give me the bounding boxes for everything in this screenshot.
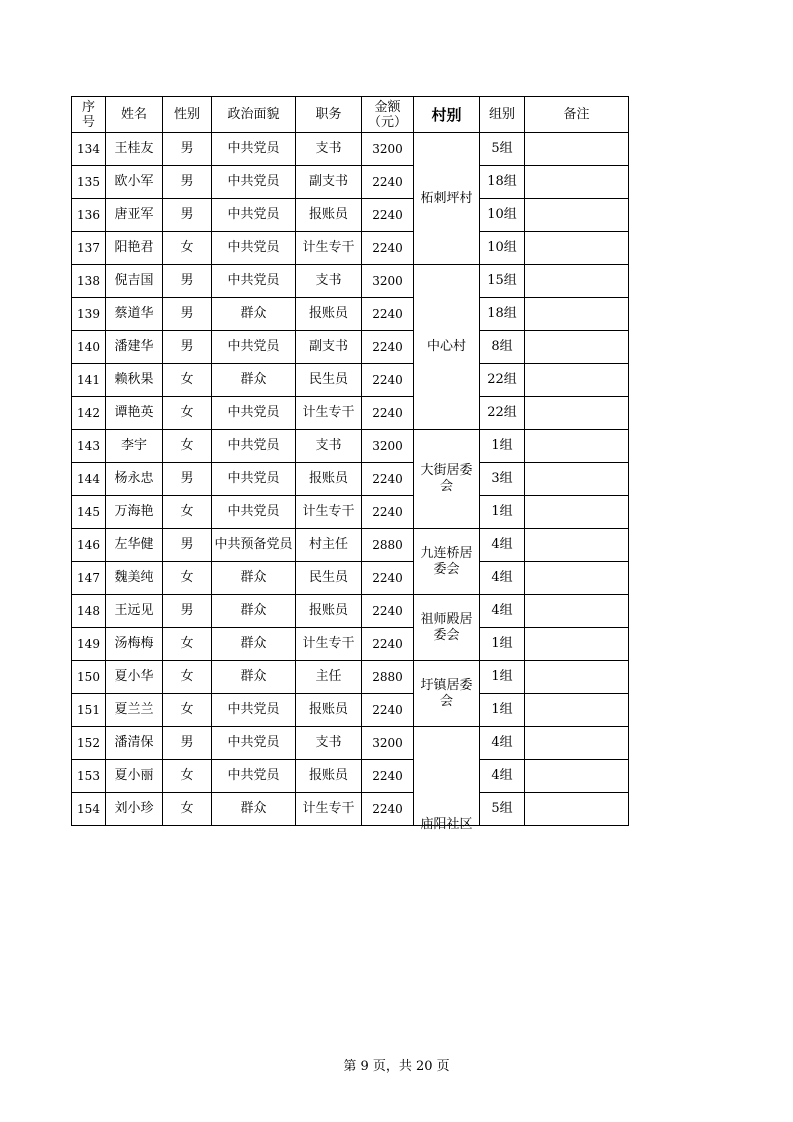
village-label: 中心村 (426, 339, 466, 354)
cell-remarks (525, 232, 629, 265)
table-row (72, 529, 629, 562)
village-label: 圩镇居委会 (420, 677, 473, 709)
cell-name: 夏小丽 (106, 760, 163, 793)
cell-name: 潘清保 (106, 727, 163, 760)
cell-remarks (525, 265, 629, 298)
cell-remarks (525, 496, 629, 529)
cell-remarks (525, 562, 629, 595)
cell-group: 18组 (480, 166, 525, 199)
cell-seq: 150 (72, 661, 106, 694)
cell-group: 3组 (480, 463, 525, 496)
table-row (72, 199, 629, 232)
cell-gender: 男 (163, 166, 212, 199)
header-position: 职务 (296, 97, 362, 133)
cell-political: 中共党员 (212, 232, 296, 265)
table-row (72, 430, 629, 463)
cell-position: 报账员 (296, 298, 362, 331)
cell-group: 4组 (480, 562, 525, 595)
cell-amount: 2240 (362, 694, 414, 727)
cell-seq: 137 (72, 232, 106, 265)
cell-position: 副支书 (296, 166, 362, 199)
cell-village (414, 661, 480, 727)
header-amount: 金额（元） (362, 97, 414, 133)
cell-amount: 2240 (362, 628, 414, 661)
cell-name: 倪吉国 (106, 265, 163, 298)
cell-name: 汤梅梅 (106, 628, 163, 661)
cell-name: 欧小军 (106, 166, 163, 199)
cell-village (414, 529, 480, 595)
cell-remarks (525, 727, 629, 760)
cell-seq: 134 (72, 133, 106, 166)
cell-group: 4组 (480, 727, 525, 760)
cell-seq: 149 (72, 628, 106, 661)
cell-amount: 2240 (362, 298, 414, 331)
cell-name: 夏兰兰 (106, 694, 163, 727)
cell-seq: 151 (72, 694, 106, 727)
cell-political: 中共党员 (212, 694, 296, 727)
cell-position: 民生员 (296, 364, 362, 397)
cell-position: 支书 (296, 265, 362, 298)
cell-remarks (525, 595, 629, 628)
cell-position: 支书 (296, 133, 362, 166)
cell-group: 18组 (480, 298, 525, 331)
cell-group: 22组 (480, 397, 525, 430)
cell-amount: 2880 (362, 529, 414, 562)
cell-seq: 139 (72, 298, 106, 331)
cell-seq: 141 (72, 364, 106, 397)
cell-political: 中共党员 (212, 133, 296, 166)
cell-political: 群众 (212, 364, 296, 397)
cell-village (414, 430, 480, 529)
cell-seq: 152 (72, 727, 106, 760)
cell-remarks (525, 793, 629, 826)
cell-position: 计生专干 (296, 232, 362, 265)
table-row (72, 298, 629, 331)
cell-seq: 143 (72, 430, 106, 463)
cell-gender: 女 (163, 496, 212, 529)
cell-remarks (525, 529, 629, 562)
cell-position: 民生员 (296, 562, 362, 595)
cell-amount: 2240 (362, 562, 414, 595)
table-body (72, 133, 629, 832)
cell-village (414, 133, 480, 265)
cell-political: 中共党员 (212, 265, 296, 298)
cell-seq: 146 (72, 529, 106, 562)
cell-remarks (525, 397, 629, 430)
cell-position: 计生专干 (296, 397, 362, 430)
cell-group: 15组 (480, 265, 525, 298)
table-row (72, 133, 629, 166)
cell-name: 潘建华 (106, 331, 163, 364)
cell-gender: 女 (163, 430, 212, 463)
cell-remarks (525, 694, 629, 727)
cell-gender: 男 (163, 529, 212, 562)
cell-seq: 154 (72, 793, 106, 826)
cell-gender: 男 (163, 595, 212, 628)
cell-name: 赖秋果 (106, 364, 163, 397)
cell-position: 村主任 (296, 529, 362, 562)
cell-group: 1组 (480, 628, 525, 661)
table-row (72, 166, 629, 199)
cell-political: 群众 (212, 595, 296, 628)
cell-gender: 男 (163, 331, 212, 364)
cell-village (414, 595, 480, 661)
cell-gender: 女 (163, 661, 212, 694)
cell-seq: 135 (72, 166, 106, 199)
cell-gender: 女 (163, 760, 212, 793)
cell-position: 主任 (296, 661, 362, 694)
cell-group: 5组 (480, 133, 525, 166)
cell-political: 中共党员 (212, 727, 296, 760)
table-row (72, 496, 629, 529)
cell-group: 10组 (480, 199, 525, 232)
village-label: 大街居委会 (420, 463, 473, 494)
header-seq: 序号 (72, 97, 106, 133)
cell-position: 计生专干 (296, 628, 362, 661)
cell-gender: 男 (163, 265, 212, 298)
cell-seq: 136 (72, 199, 106, 232)
cell-name: 魏美纯 (106, 562, 163, 595)
cell-political: 群众 (212, 298, 296, 331)
header-group: 组别 (480, 97, 525, 133)
cell-name: 阳艳君 (106, 232, 163, 265)
cell-name: 谭艳英 (106, 397, 163, 430)
header-name: 姓名 (106, 97, 163, 133)
cell-political: 群众 (212, 628, 296, 661)
cell-political: 中共党员 (212, 760, 296, 793)
cell-seq: 138 (72, 265, 106, 298)
cell-name: 左华健 (106, 529, 163, 562)
cell-seq: 148 (72, 595, 106, 628)
village-label: 柘刺坪村 (420, 190, 473, 206)
header-political: 政治面貌 (212, 97, 296, 133)
cell-position: 报账员 (296, 595, 362, 628)
cell-group: 4组 (480, 760, 525, 793)
cell-amount: 2240 (362, 760, 414, 793)
header-gender: 性别 (163, 97, 212, 133)
table-row (72, 595, 629, 628)
cell-position: 报账员 (296, 760, 362, 793)
cell-position: 计生专干 (296, 496, 362, 529)
cell-amount: 2240 (362, 364, 414, 397)
cell-group: 4组 (480, 595, 525, 628)
cell-seq: 153 (72, 760, 106, 793)
cell-remarks (525, 430, 629, 463)
cell-group: 1组 (480, 694, 525, 727)
table-row (72, 331, 629, 364)
cell-name: 王远见 (106, 595, 163, 628)
cell-amount: 2240 (362, 199, 414, 232)
table-row (72, 265, 629, 298)
cell-remarks (525, 760, 629, 793)
cell-group: 1组 (480, 661, 525, 694)
cell-gender: 女 (163, 364, 212, 397)
cell-amount: 2240 (362, 496, 414, 529)
cell-name: 刘小珍 (106, 793, 163, 826)
cell-position: 报账员 (296, 694, 362, 727)
cell-gender: 男 (163, 727, 212, 760)
village-label: 九连桥居委会 (420, 545, 473, 577)
cell-seq: 147 (72, 562, 106, 595)
table-row (72, 364, 629, 397)
cell-amount: 2240 (362, 595, 414, 628)
cell-name: 杨永忠 (106, 463, 163, 496)
table-header-row (72, 97, 629, 133)
cell-group: 10组 (480, 232, 525, 265)
cell-name: 万海艳 (106, 496, 163, 529)
cell-amount: 2240 (362, 463, 414, 496)
cell-amount: 3200 (362, 133, 414, 166)
cell-remarks (525, 199, 629, 232)
cell-group: 5组 (480, 793, 525, 826)
cell-remarks (525, 166, 629, 199)
cell-gender: 男 (163, 199, 212, 232)
cell-gender: 男 (163, 463, 212, 496)
cell-political: 中共预备党员 (212, 529, 296, 562)
cell-gender: 女 (163, 793, 212, 826)
cell-position: 支书 (296, 430, 362, 463)
cell-name: 王桂友 (106, 133, 163, 166)
cell-remarks (525, 331, 629, 364)
cell-political: 群众 (212, 793, 296, 826)
cell-political: 中共党员 (212, 331, 296, 364)
table-row (72, 661, 629, 694)
table-row (72, 793, 629, 826)
cell-remarks (525, 298, 629, 331)
cell-position: 支书 (296, 727, 362, 760)
table-row (72, 232, 629, 265)
cell-gender: 女 (163, 562, 212, 595)
cell-seq: 140 (72, 331, 106, 364)
cell-gender: 男 (163, 298, 212, 331)
cell-gender: 女 (163, 694, 212, 727)
cell-remarks (525, 364, 629, 397)
cell-political: 群众 (212, 562, 296, 595)
cell-remarks (525, 463, 629, 496)
table-row (72, 463, 629, 496)
header-village: 村别 (414, 97, 480, 133)
header-remarks: 备注 (525, 97, 629, 133)
cell-gender: 男 (163, 133, 212, 166)
table-row (72, 727, 629, 760)
cell-seq: 145 (72, 496, 106, 529)
roster-table (71, 96, 629, 832)
cell-amount: 2880 (362, 661, 414, 694)
cell-amount: 2240 (362, 232, 414, 265)
cell-amount: 2240 (362, 166, 414, 199)
table-row (72, 694, 629, 727)
cell-position: 报账员 (296, 199, 362, 232)
cell-village (414, 727, 480, 832)
cell-group: 1组 (480, 430, 525, 463)
cell-amount: 3200 (362, 727, 414, 760)
cell-amount: 2240 (362, 397, 414, 430)
cell-village (414, 265, 480, 430)
cell-remarks (525, 133, 629, 166)
cell-group: 22组 (480, 364, 525, 397)
cell-political: 中共党员 (212, 199, 296, 232)
village-label: 祖师殿居委会 (420, 611, 473, 643)
cell-name: 唐亚军 (106, 199, 163, 232)
cell-group: 8组 (480, 331, 525, 364)
table-row (72, 397, 629, 430)
cell-political: 中共党员 (212, 463, 296, 496)
cell-amount: 2240 (362, 331, 414, 364)
cell-seq: 144 (72, 463, 106, 496)
cell-name: 李宇 (106, 430, 163, 463)
cell-amount: 3200 (362, 265, 414, 298)
cell-gender: 女 (163, 397, 212, 430)
cell-gender: 女 (163, 232, 212, 265)
table-row (72, 628, 629, 661)
cell-remarks (525, 661, 629, 694)
cell-political: 中共党员 (212, 166, 296, 199)
cell-political: 中共党员 (212, 496, 296, 529)
cell-remarks (525, 628, 629, 661)
cell-political: 中共党员 (212, 397, 296, 430)
cell-seq: 142 (72, 397, 106, 430)
village-label: 庙阳社区 (420, 817, 473, 832)
cell-position: 报账员 (296, 463, 362, 496)
cell-position: 副支书 (296, 331, 362, 364)
cell-name: 夏小华 (106, 661, 163, 694)
cell-position: 计生专干 (296, 793, 362, 826)
table-row (72, 760, 629, 793)
cell-group: 1组 (480, 496, 525, 529)
cell-amount: 3200 (362, 430, 414, 463)
page-footer: 第 9 页，共 20 页 (343, 1059, 450, 1074)
table-row (72, 562, 629, 595)
cell-political: 中共党员 (212, 430, 296, 463)
cell-amount: 2240 (362, 793, 414, 826)
cell-name: 蔡道华 (106, 298, 163, 331)
cell-group: 4组 (480, 529, 525, 562)
cell-political: 群众 (212, 661, 296, 694)
cell-gender: 女 (163, 628, 212, 661)
